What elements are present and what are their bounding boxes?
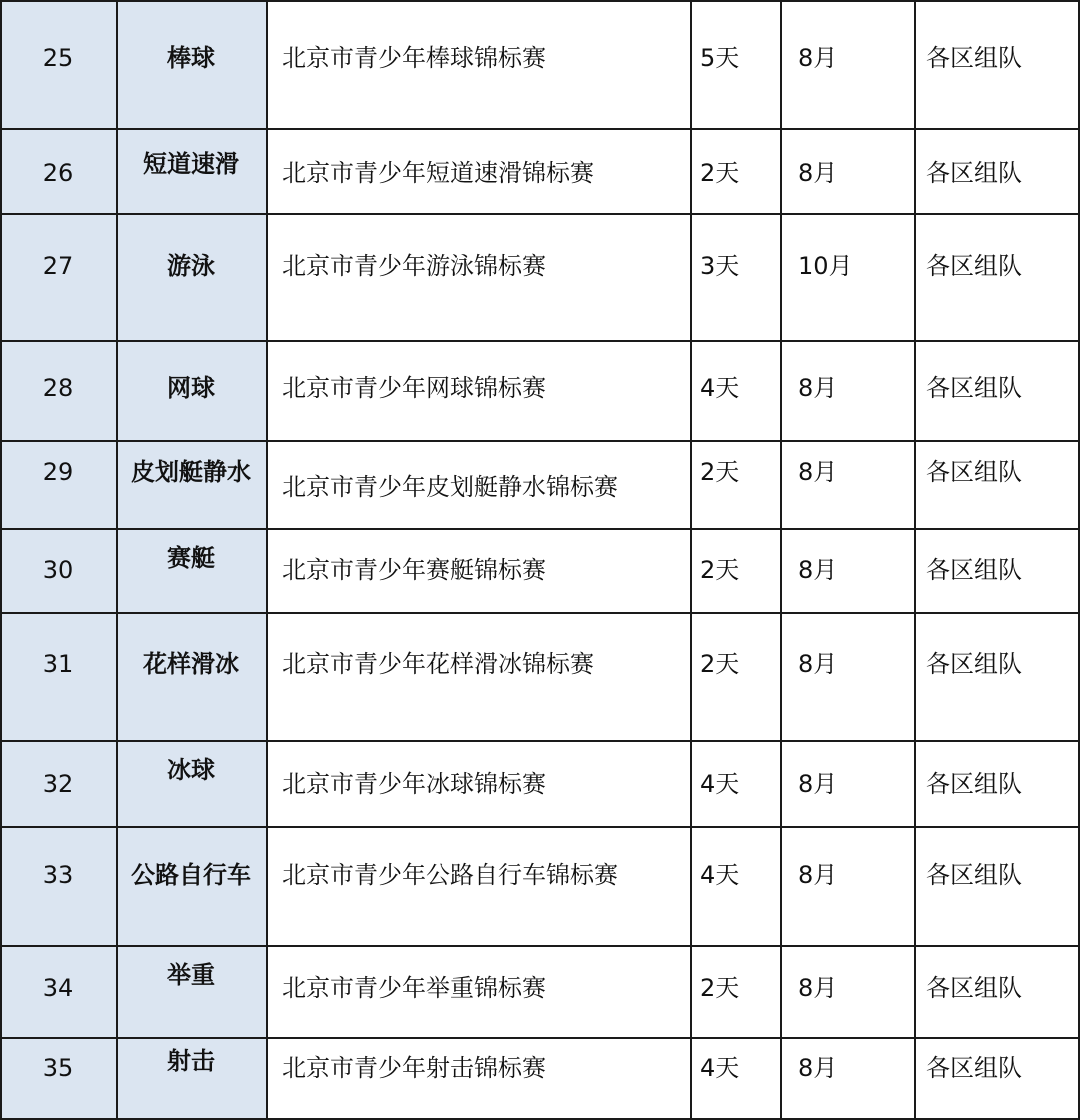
cell-event-name: 北京市青少年公路自行车锦标赛 [266,826,690,945]
cell-number: 27 [0,213,116,340]
cell-month: 8月 [780,945,914,1037]
cell-organization: 各区组队 [914,826,1080,945]
cell-number: 35 [0,1037,116,1120]
cell-event-name: 北京市青少年举重锦标赛 [266,945,690,1037]
cell-sport: 棒球 [116,0,266,128]
cell-month: 8月 [780,528,914,612]
cell-organization: 各区组队 [914,0,1080,128]
cell-organization: 各区组队 [914,612,1080,740]
cell-organization: 各区组队 [914,213,1080,340]
column-divider [780,0,782,1120]
cell-organization: 各区组队 [914,440,1080,528]
row-divider [0,740,1080,742]
cell-month: 8月 [780,740,914,826]
cell-organization: 各区组队 [914,528,1080,612]
cell-number: 29 [0,440,116,528]
cell-month: 8月 [780,0,914,128]
cell-sport: 皮划艇静水 [116,440,266,528]
column-divider [266,0,268,1120]
cell-sport: 游泳 [116,213,266,340]
cell-event-name: 北京市青少年游泳锦标赛 [266,213,690,340]
row-divider [0,0,1080,2]
cell-event-name: 北京市青少年射击锦标赛 [266,1037,690,1120]
row-divider [0,528,1080,530]
cell-duration: 5天 [690,0,780,128]
cell-duration: 2天 [690,945,780,1037]
cell-month: 10月 [780,213,914,340]
column-divider [914,0,916,1120]
cell-duration: 2天 [690,128,780,213]
cell-duration: 2天 [690,528,780,612]
cell-sport: 冰球 [116,740,266,826]
cell-sport: 短道速滑 [116,128,266,213]
cell-month: 8月 [780,612,914,740]
cell-sport: 网球 [116,340,266,440]
cell-sport: 公路自行车 [116,826,266,945]
cell-duration: 3天 [690,213,780,340]
cell-number: 33 [0,826,116,945]
cell-number: 25 [0,0,116,128]
cell-month: 8月 [780,440,914,528]
cell-month: 8月 [780,826,914,945]
cell-event-name: 北京市青少年棒球锦标赛 [266,0,690,128]
cell-number: 28 [0,340,116,440]
cell-month: 8月 [780,340,914,440]
cell-organization: 各区组队 [914,740,1080,826]
cell-organization: 各区组队 [914,340,1080,440]
cell-duration: 4天 [690,1037,780,1120]
row-divider [0,440,1080,442]
cell-sport: 举重 [116,945,266,1037]
column-divider [690,0,692,1120]
cell-event-name: 北京市青少年花样滑冰锦标赛 [266,612,690,740]
cell-sport: 花样滑冰 [116,612,266,740]
cell-event-name: 北京市青少年皮划艇静水锦标赛 [266,440,690,528]
cell-sport: 赛艇 [116,528,266,612]
cell-number: 30 [0,528,116,612]
row-divider [0,1037,1080,1039]
cell-organization: 各区组队 [914,1037,1080,1120]
row-divider [0,213,1080,215]
cell-month: 8月 [780,1037,914,1120]
cell-duration: 2天 [690,440,780,528]
cell-number: 26 [0,128,116,213]
row-divider [0,340,1080,342]
cell-event-name: 北京市青少年短道速滑锦标赛 [266,128,690,213]
row-divider [0,612,1080,614]
cell-number: 31 [0,612,116,740]
cell-event-name: 北京市青少年赛艇锦标赛 [266,528,690,612]
row-divider [0,826,1080,828]
cell-organization: 各区组队 [914,945,1080,1037]
cell-sport: 射击 [116,1037,266,1120]
cell-duration: 4天 [690,340,780,440]
cell-number: 34 [0,945,116,1037]
row-divider [0,128,1080,130]
column-divider [116,0,118,1120]
cell-number: 32 [0,740,116,826]
cell-duration: 4天 [690,740,780,826]
row-divider [0,945,1080,947]
cell-event-name: 北京市青少年冰球锦标赛 [266,740,690,826]
cell-duration: 4天 [690,826,780,945]
cell-organization: 各区组队 [914,128,1080,213]
cell-duration: 2天 [690,612,780,740]
column-divider [0,0,2,1120]
cell-month: 8月 [780,128,914,213]
cell-event-name: 北京市青少年网球锦标赛 [266,340,690,440]
